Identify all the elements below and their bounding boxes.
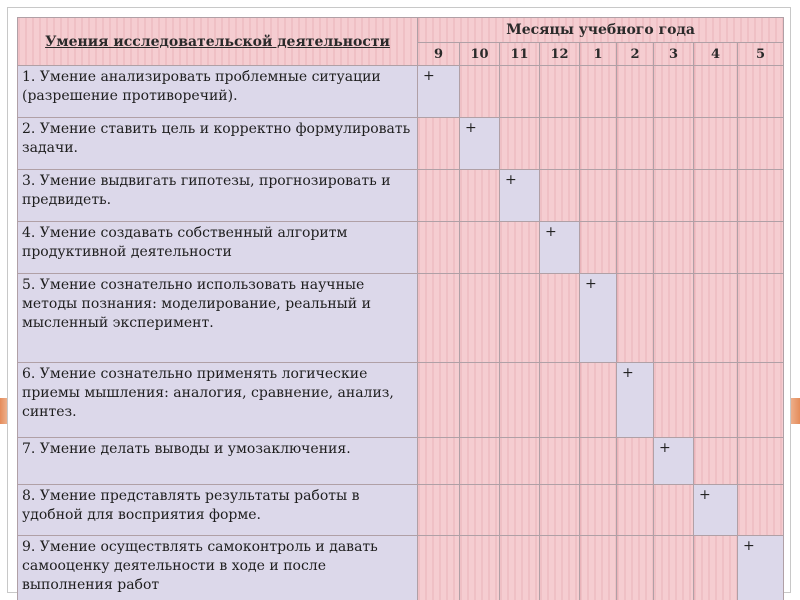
month-header-cell: 5 [738, 43, 784, 66]
plan-mark: + [585, 276, 597, 292]
plan-empty-cell [617, 274, 654, 363]
month-header-cell: 1 [580, 43, 617, 66]
month-header-cell: 9 [418, 43, 460, 66]
plan-empty-cell [738, 438, 784, 485]
skill-description: 5. Умение сознательно использовать научные методы познания: моделирование, реальный и мысленный эксперимент. [18, 274, 418, 363]
skill-description: 9. Умение осуществлять самоконтроль и давать самооценку деятельности в ходе и после выполнения работ [18, 536, 418, 600]
plan-mark-cell [500, 170, 540, 222]
skill-row [18, 485, 784, 536]
plan-empty-cell [654, 536, 694, 600]
plan-empty-cell [540, 274, 580, 363]
months-column-header: Месяцы учебного года [418, 18, 784, 43]
plan-empty-cell [500, 66, 540, 118]
research-skills-plan-table [17, 17, 784, 600]
skill-row [18, 274, 784, 363]
plan-empty-cell [418, 118, 460, 170]
plan-empty-cell [540, 66, 580, 118]
plan-empty-cell [460, 438, 500, 485]
plan-empty-cell [500, 274, 540, 363]
plan-empty-cell [540, 118, 580, 170]
skill-row [18, 222, 784, 274]
month-header-cell: 3 [654, 43, 694, 66]
plan-empty-cell [654, 274, 694, 363]
plan-empty-cell [694, 118, 738, 170]
plan-empty-cell [418, 536, 460, 600]
plan-empty-cell [418, 438, 460, 485]
plan-mark: + [622, 365, 634, 381]
plan-empty-cell [617, 485, 654, 536]
plan-empty-cell [580, 170, 617, 222]
plan-empty-cell [500, 118, 540, 170]
plan-empty-cell [738, 485, 784, 536]
plan-empty-cell [540, 438, 580, 485]
plan-empty-cell [580, 536, 617, 600]
plan-empty-cell [738, 118, 784, 170]
plan-empty-cell [580, 438, 617, 485]
plan-empty-cell [694, 438, 738, 485]
skill-description: 8. Умение представлять результаты работы в удобной для восприятия форме. [18, 485, 418, 536]
plan-mark-cell [738, 536, 784, 600]
plan-empty-cell [460, 536, 500, 600]
plan-empty-cell [654, 66, 694, 118]
plan-empty-cell [738, 363, 784, 438]
skill-row [18, 118, 784, 170]
plan-empty-cell [460, 485, 500, 536]
plan-empty-cell [540, 363, 580, 438]
plan-empty-cell [500, 222, 540, 274]
skill-row [18, 536, 784, 600]
plan-empty-cell [460, 363, 500, 438]
plan-empty-cell [738, 170, 784, 222]
plan-empty-cell [580, 66, 617, 118]
plan-empty-cell [460, 66, 500, 118]
plan-empty-cell [500, 536, 540, 600]
plan-empty-cell [694, 536, 738, 600]
plan-empty-cell [617, 118, 654, 170]
plan-empty-cell [418, 363, 460, 438]
plan-empty-cell [460, 274, 500, 363]
skill-description: 6. Умение сознательно применять логические приемы мышления: аналогия, сравнение, анализ, синтез. [18, 363, 418, 438]
plan-mark: + [423, 68, 435, 84]
plan-empty-cell [617, 66, 654, 118]
plan-mark-cell [418, 66, 460, 118]
skill-row [18, 438, 784, 485]
month-header-cell: 2 [617, 43, 654, 66]
plan-mark: + [699, 487, 711, 503]
plan-mark-cell [654, 438, 694, 485]
plan-empty-cell [500, 438, 540, 485]
month-header-cell: 11 [500, 43, 540, 66]
plan-empty-cell [617, 536, 654, 600]
plan-empty-cell [654, 222, 694, 274]
plan-mark-cell [540, 222, 580, 274]
plan-mark-cell [460, 118, 500, 170]
plan-empty-cell [460, 170, 500, 222]
plan-empty-cell [654, 363, 694, 438]
plan-mark-cell [580, 274, 617, 363]
plan-mark-cell [617, 363, 654, 438]
plan-empty-cell [580, 485, 617, 536]
skill-row [18, 66, 784, 118]
skill-row [18, 170, 784, 222]
plan-empty-cell [418, 222, 460, 274]
plan-mark: + [743, 538, 755, 554]
month-header-cell: 4 [694, 43, 738, 66]
skills-column-header: Умения исследовательской деятельности [18, 18, 418, 66]
plan-empty-cell [738, 222, 784, 274]
plan-empty-cell [418, 485, 460, 536]
plan-empty-cell [540, 536, 580, 600]
plan-empty-cell [617, 170, 654, 222]
month-header-cell: 12 [540, 43, 580, 66]
plan-empty-cell [654, 485, 694, 536]
plan-empty-cell [617, 222, 654, 274]
plan-empty-cell [418, 170, 460, 222]
plan-empty-cell [500, 363, 540, 438]
plan-empty-cell [500, 485, 540, 536]
plan-mark: + [545, 224, 557, 240]
header-row [18, 18, 784, 43]
plan-mark: + [505, 172, 517, 188]
skill-description: 2. Умение ставить цель и корректно формулировать задачи. [18, 118, 418, 170]
plan-empty-cell [738, 274, 784, 363]
plan-empty-cell [540, 170, 580, 222]
skill-description: 4. Умение создавать собственный алгоритм продуктивной деятельности [18, 222, 418, 274]
plan-empty-cell [540, 485, 580, 536]
plan-empty-cell [654, 170, 694, 222]
plan-mark-cell [694, 485, 738, 536]
skill-description: 1. Умение анализировать проблемные ситуации (разрешение противоречий). [18, 66, 418, 118]
plan-empty-cell [694, 363, 738, 438]
plan-empty-cell [694, 274, 738, 363]
skill-description: 7. Умение делать выводы и умозаключения. [18, 438, 418, 485]
plan-empty-cell [418, 274, 460, 363]
plan-empty-cell [580, 222, 617, 274]
plan-empty-cell [580, 118, 617, 170]
month-header-cell: 10 [460, 43, 500, 66]
plan-empty-cell [694, 66, 738, 118]
plan-mark: + [659, 440, 671, 456]
plan-empty-cell [694, 222, 738, 274]
plan-empty-cell [654, 118, 694, 170]
plan-empty-cell [738, 66, 784, 118]
skill-description: 3. Умение выдвигать гипотезы, прогнозировать и предвидеть. [18, 170, 418, 222]
plan-empty-cell [580, 363, 617, 438]
plan-table-body [18, 66, 784, 600]
plan-empty-cell [460, 222, 500, 274]
skill-row [18, 363, 784, 438]
plan-empty-cell [617, 438, 654, 485]
plan-empty-cell [694, 170, 738, 222]
plan-mark: + [465, 120, 477, 136]
